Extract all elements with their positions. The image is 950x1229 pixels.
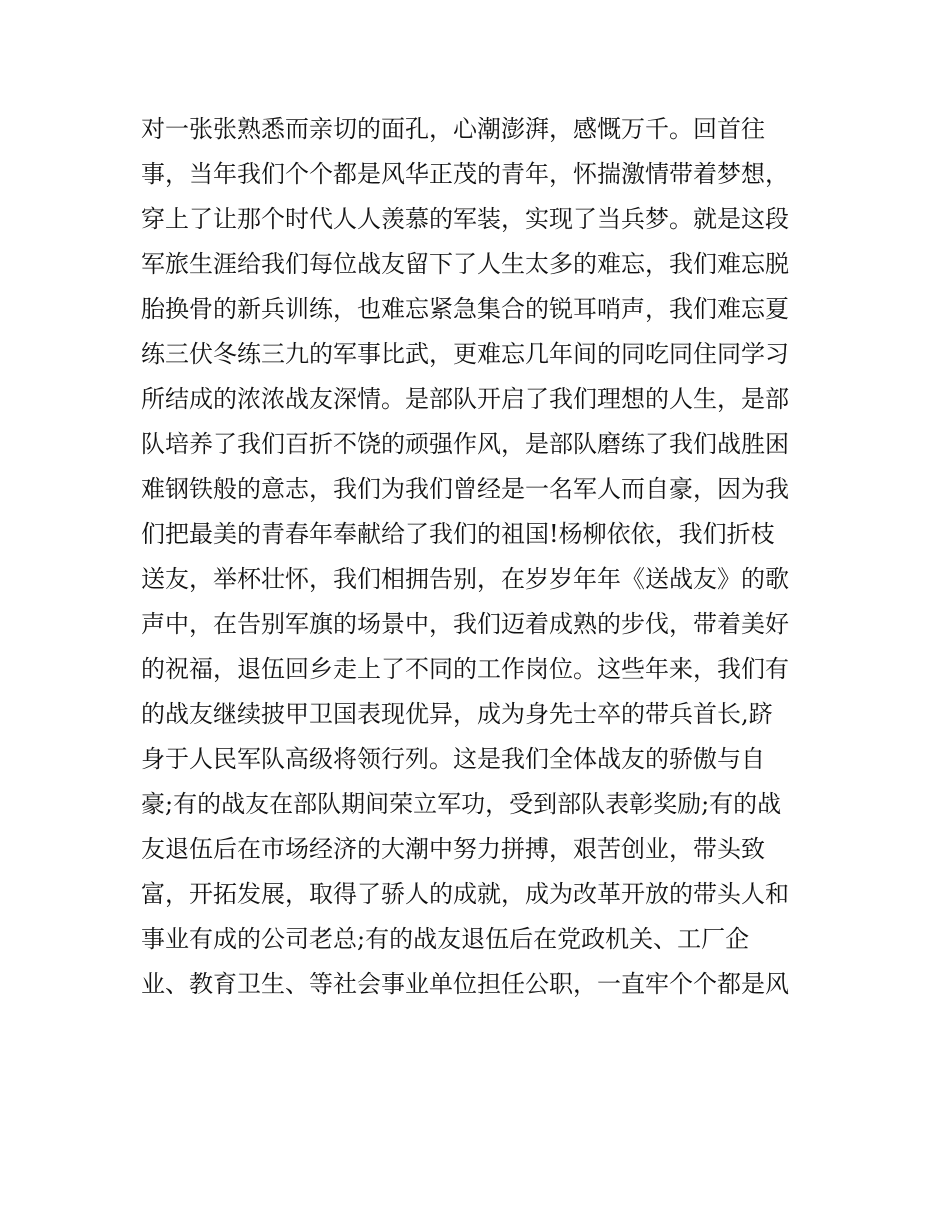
text-line: 的战友继续披甲卫国表现优异，成为身先士卒的带兵首长,跻 <box>141 700 773 728</box>
text-line: 胎换骨的新兵训练，也难忘紧急集合的锐耳哨声，我们难忘夏 <box>141 295 789 323</box>
text-line: 友退伍后在市场经济的大潮中努力拼搏，艰苦创业，带头致 <box>141 835 765 863</box>
text-line: 送友，举杯壮怀，我们相拥告别，在岁岁年年《送战友》的歌 <box>141 565 789 593</box>
text-line: 穿上了让那个时代人人羡慕的军装，实现了当兵梦。就是这段 <box>141 205 789 233</box>
text-line: 富，开拓发展，取得了骄人的成就，成为改革开放的带头人和 <box>141 880 789 908</box>
text-line: 们把最美的青春年奉献给了我们的祖国!杨柳依依，我们折枝 <box>141 520 775 548</box>
text-line: 声中，在告别军旗的场景中，我们迈着成熟的步伐，带着美好 <box>141 610 789 638</box>
text-line: 难钢铁般的意志，我们为我们曾经是一名军人而自豪，因为我 <box>141 475 789 503</box>
text-line: 事业有成的公司老总;有的战友退伍后在党政机关、工厂企 <box>141 925 750 953</box>
text-line: 豪;有的战友在部队期间荣立军功，受到部队表彰奖励;有的战 <box>141 790 782 818</box>
text-line: 练三伏冬练三九的军事比武，更难忘几年间的同吃同住同学习 <box>141 340 789 368</box>
text-line: 队培养了我们百折不饶的顽强作风，是部队磨练了我们战胜困 <box>141 430 789 458</box>
text-line: 业、教育卫生、等社会事业单位担任公职，一直牢个个都是风 <box>141 970 789 998</box>
text-line: 对一张张熟悉而亲切的面孔，心潮澎湃，感慨万千。回首往 <box>141 115 765 143</box>
text-line: 的祝福，退伍回乡走上了不同的工作岗位。这些年来，我们有 <box>141 655 789 683</box>
text-line: 事，当年我们个个都是风华正茂的青年，怀揣激情带着梦想， <box>141 160 789 188</box>
text-line: 所结成的浓浓战友深情。是部队开启了我们理想的人生，是部 <box>141 385 789 413</box>
body-paragraph <box>141 107 821 1007</box>
text-line: 军旅生涯给我们每位战友留下了人生太多的难忘，我们难忘脱 <box>141 250 789 278</box>
text-line: 身于人民军队高级将领行列。这是我们全体战友的骄傲与自 <box>141 745 765 773</box>
